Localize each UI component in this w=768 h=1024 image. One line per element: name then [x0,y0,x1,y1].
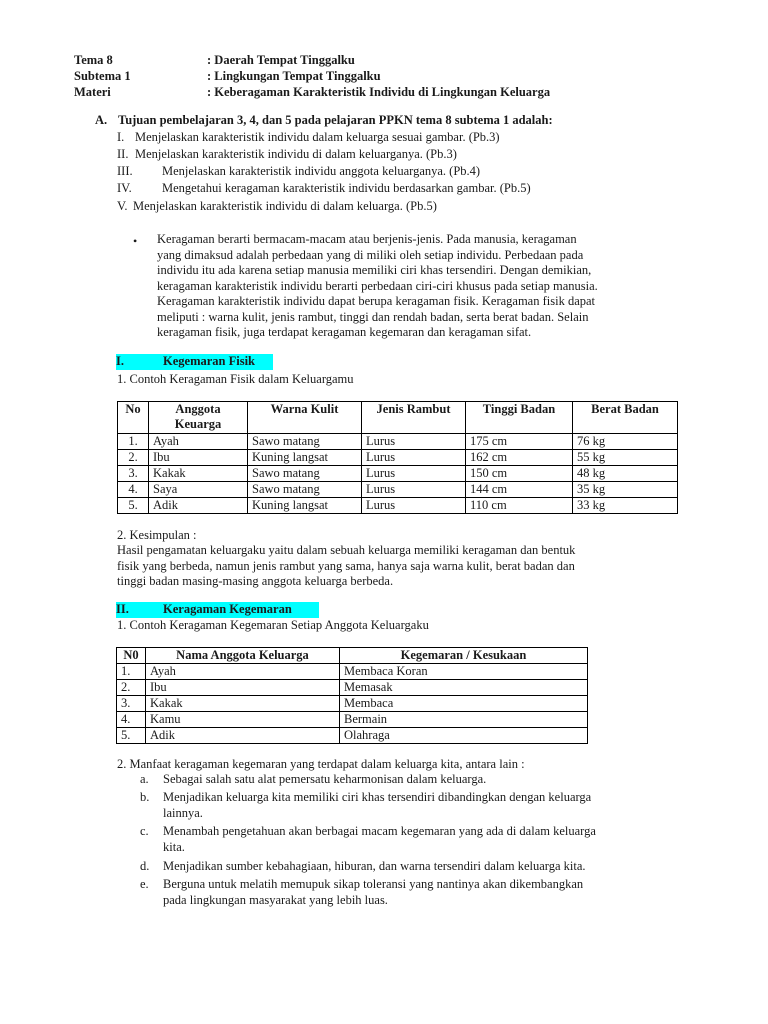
physical-table [117,401,678,514]
benefit-letter: e. [140,877,149,891]
table-cell: Kakak [146,696,340,712]
table-cell: 5. [118,498,149,514]
table-header-cell: Nama Anggota Keluarga [146,648,340,664]
benefit-line: Sebagai salah satu alat pemersatu keharmonisan dalam keluarga. [163,772,487,786]
table-cell: 2. [118,450,149,466]
table-cell: 5. [117,728,146,744]
table-cell: Membaca Koran [340,664,588,680]
header-value: : Keberagaman Karakteristik Individu di Lingkungan Keluarga [207,85,551,99]
benefit-text [163,772,486,788]
objective-text: Menjelaskan karakteristik individu dalam keluarga sesuai gambar. (Pb.3) [135,130,500,144]
header-row-subtema [74,69,550,85]
table-cell: Kakak [149,466,248,482]
objective-text: Menjelaskan karakteristik individu anggota keluarganya. (Pb.4) [162,164,481,178]
table-header-cell: No [118,402,149,434]
conclusion-line: fisik yang berbeda, namun jenis rambut yang sama, hanya saja warna kulit, berat badan dan [117,558,575,573]
table-row [118,466,678,482]
benefit-line: Menambah pengetahuan akan berbagai macam kegemaran yang ada di dalam keluarga [163,824,596,838]
section-a-title: Tujuan pembelajaran 3, 4, dan 5 pada pelajaran PPKN tema 8 subtema 1 adalah: [118,113,553,127]
table-cell: Ibu [149,450,248,466]
table-cell: 175 cm [466,434,573,450]
objective-num: I. [117,130,125,144]
paragraph-line: keragaman fisik, juga terdapat keragaman kegemaran dan keragaman sifat. [157,325,532,339]
benefit-letter: c. [140,824,149,838]
header-value: : Lingkungan Tempat Tinggalku [207,69,381,83]
benefit-text [163,824,596,855]
table-header-cell: Kegemaran / Kesukaan [340,648,588,664]
table-cell: Adik [149,498,248,514]
table-cell: 76 kg [573,434,678,450]
benefit-letter: d. [140,859,150,873]
table-cell: Lurus [362,466,466,482]
benefit-line: Menjadikan sumber kebahagiaan, hiburan, dan warna tersendiri dalam keluarga kita. [163,859,586,873]
table-cell: Sawo matang [248,434,362,450]
table-cell: Memasak [340,680,588,696]
table-cell: Kuning langsat [248,450,362,466]
hobby-table [116,647,588,744]
table-cell: 3. [117,696,146,712]
table-row [117,680,588,696]
table-cell: Bermain [340,712,588,728]
table-cell: Lurus [362,482,466,498]
table-cell: 110 cm [466,498,573,514]
table-cell: Saya [149,482,248,498]
section-1-title: Kegemaran Fisik [163,354,256,368]
section-1-marker: I. [116,354,124,368]
benefit-letter: b. [140,790,150,804]
table-header-cell: Jenis Rambut [362,402,466,434]
table-cell: 1. [117,664,146,680]
header-row-tema [74,53,550,69]
table-cell: 48 kg [573,466,678,482]
table-cell: 4. [117,712,146,728]
header-key: Materi [74,85,111,99]
benefit-text [163,790,591,821]
benefit-letter: a. [140,772,149,786]
benefit-line: lainnya. [163,805,203,820]
table-header-cell: N0 [117,648,146,664]
table-cell: Lurus [362,434,466,450]
table-header-row [118,402,678,434]
section-1-heading [116,354,273,370]
table-cell: 150 cm [466,466,573,482]
table-cell: 144 cm [466,482,573,498]
objective-text: Mengetahui keragaman karakteristik individu berdasarkan gambar. (Pb.5) [162,181,531,195]
paragraph-line: yang dimaksud adalah perbedaan yang di miliki oleh setiap individu. Perbedaan pada [157,247,584,262]
paragraph-line: meliputi : warna kulit, jenis rambut, tinggi dan rendah badan, serta berat badan. Selain [157,309,589,324]
section-1-item1: 1. Contoh Keragaman Fisik dalam Keluargamu [117,372,354,386]
table-row [118,482,678,498]
paragraph-line: Keragaman berarti bermacam-macam atau berjenis-jenis. Pada manusia, keragaman [157,232,577,246]
objective-num: V. [117,199,128,213]
table-row [117,728,588,744]
section-2-heading [116,602,319,618]
table-header-cell: Anggota Keuarga [149,402,248,434]
benefit-line: pada lingkungan masyarakat yang lebih luas. [163,892,388,907]
header-key: Tema 8 [74,53,113,67]
table-header-cell: Berat Badan [573,402,678,434]
table-cell: Sawo matang [248,482,362,498]
section-2-title: Keragaman Kegemaran [163,602,292,616]
table-cell: Lurus [362,450,466,466]
table-cell: 4. [118,482,149,498]
table-row [118,498,678,514]
paragraph-line: individu itu ada karena setiap manusia memiliki ciri khas tersendiri. Dengan demikian, [157,263,592,277]
benefit-text [163,859,586,875]
conclusion-line: Hasil pengamatan keluargaku yaitu dalam sebuah keluarga memiliki keragaman dan bentuk [117,543,576,557]
table-cell: 35 kg [573,482,678,498]
bullet-icon: • [133,234,138,248]
table-header-cell: Tinggi Badan [466,402,573,434]
table-row [117,696,588,712]
table-header-row [117,648,588,664]
benefit-line: Menjadikan keluarga kita memiliki ciri khas tersendiri dibandingkan dengan keluarga [163,790,592,804]
table-cell: Lurus [362,498,466,514]
table-row [118,450,678,466]
objective-num: II. [117,147,129,161]
table-cell: Membaca [340,696,588,712]
objective-num: IV. [117,181,132,195]
objective-num: III. [117,164,133,178]
table-cell: Kuning langsat [248,498,362,514]
table-cell: Ayah [146,664,340,680]
section-2-marker: II. [116,602,129,616]
table-cell: Ibu [146,680,340,696]
table-cell: Adik [146,728,340,744]
table-header-cell: Warna Kulit [248,402,362,434]
section-a-marker: A. [95,113,108,127]
header-row-materi [74,85,550,101]
section-1-item2: 2. Kesimpulan : [117,528,197,542]
table-cell: Kamu [146,712,340,728]
paragraph-line: Keragaman karakteristik individu dapat berupa keragaman fisik. Keragaman fisik dapat [157,294,596,308]
table-row [117,712,588,728]
conclusion-line: tinggi badan masing-masing anggota keluarga berbeda. [117,574,394,588]
section-2-item1: 1. Contoh Keragaman Kegemaran Setiap Anggota Keluargaku [117,618,429,632]
table-cell: Sawo matang [248,466,362,482]
benefit-text [163,877,583,908]
paragraph-line: keragaman karakteristik individu berarti perbedaan ciri-ciri khusus pada setiap manusia. [157,278,598,293]
benefit-line: kita. [163,839,185,854]
objective-text: Menjelaskan karakteristik individu di dalam keluarganya. (Pb.3) [135,147,457,161]
table-cell: 162 cm [466,450,573,466]
table-cell: Ayah [149,434,248,450]
document-header [74,53,550,101]
table-row [118,434,678,450]
section-2-item2: 2. Manfaat keragaman kegemaran yang terdapat dalam keluarga kita, antara lain : [117,757,525,771]
objective-text: Menjelaskan karakteristik individu di dalam keluarga. (Pb.5) [133,199,437,213]
table-cell: 3. [118,466,149,482]
conclusion-paragraph [117,543,575,590]
table-cell: 55 kg [573,450,678,466]
header-key: Subtema 1 [74,69,131,83]
table-cell: 33 kg [573,498,678,514]
table-cell: 1. [118,434,149,450]
benefit-line: Berguna untuk melatih memupuk sikap toleransi yang nantinya akan dikembangkan [163,877,584,891]
table-cell: Olahraga [340,728,588,744]
header-value: : Daerah Tempat Tinggalku [207,53,355,67]
table-cell: 2. [117,680,146,696]
table-row [117,664,588,680]
bullet-paragraph [157,232,687,341]
